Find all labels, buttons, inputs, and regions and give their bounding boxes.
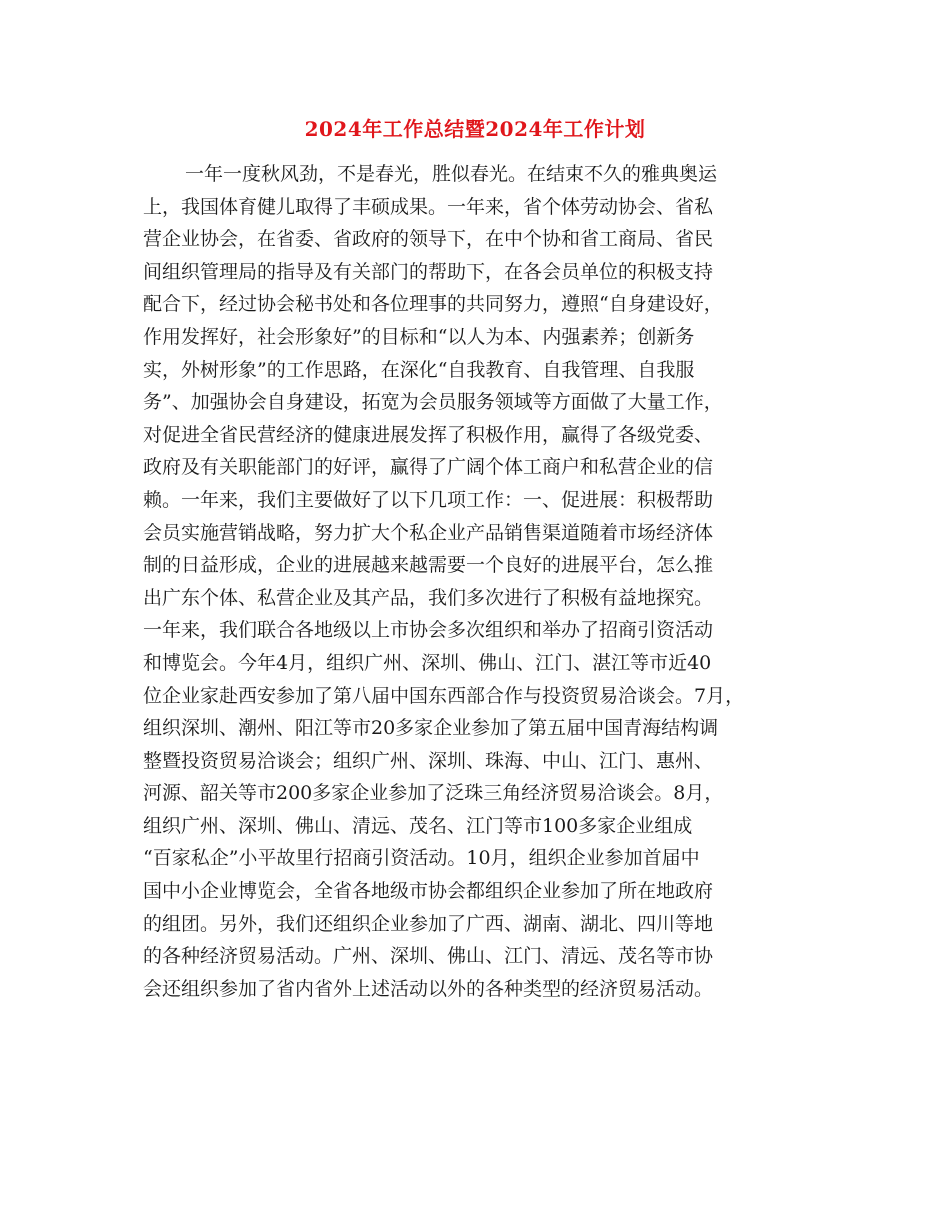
body-line: 国中小企业博览会，全省各地级市协会都组织企业参加了所在地政府 bbox=[143, 880, 714, 903]
body-line: 的各种经济贸易活动。广州、深圳、佛山、江门、清远、茂名等市协 bbox=[143, 945, 714, 968]
body-line: 务”、加强协会自身建设，拓宽为会员服务领域等方面做了大量工作， bbox=[143, 391, 723, 414]
body-line: 制的日益形成，企业的进展越来越需要一个良好的进展平台，怎么推 bbox=[143, 554, 714, 577]
body-line: 河源、韶关等市200多家企业参加了泛珠三角经济贸易洽谈会。8月， bbox=[143, 782, 724, 805]
body-line: 的组团。另外，我们还组织企业参加了广西、湖南、湖北、四川等地 bbox=[143, 912, 714, 935]
body-line: 实，外树形象”的工作思路，在深化“自我教育、自我管理、自我服 bbox=[143, 358, 695, 381]
body-line: 对促进全省民营经济的健康进展发挥了积极作用，赢得了各级党委、 bbox=[143, 423, 714, 446]
body-line: 上，我国体育健儿取得了丰硕成果。一年来，省个体劳动协会、省私 bbox=[143, 195, 714, 218]
body-line: 一年来，我们联合各地级以上市协会多次组织和举办了招商引资活动 bbox=[143, 619, 714, 642]
document-title: 2024年工作总结暨2024年工作计划 bbox=[304, 117, 646, 141]
body-line: 组织深圳、潮州、阳江等市20多家企业参加了第五届中国青海结构调 bbox=[143, 717, 719, 740]
body-line: 营企业协会，在省委、省政府的领导下，在中个协和省工商局、省民 bbox=[143, 228, 714, 251]
body-line: 会还组织参加了省内省外上述活动以外的各种类型的经济贸易活动。 bbox=[143, 977, 714, 1000]
body-line: 配合下，经过协会秘书处和各位理事的共同努力，遵照“自身建设好， bbox=[143, 293, 723, 316]
body-line: 间组织管理局的指导及有关部门的帮助下，在各会员单位的积极支持 bbox=[143, 260, 714, 283]
body-line: 赖。一年来，我们主要做好了以下几项工作：一、促进展：积极帮助 bbox=[143, 488, 714, 511]
body-line: 位企业家赴西安参加了第八届中国东西部合作与投资贸易洽谈会。7月， bbox=[143, 684, 745, 707]
body-line: 政府及有关职能部门的好评，赢得了广阔个体工商户和私营企业的信 bbox=[143, 456, 714, 479]
body-line: 出广东个体、私营企业及其产品，我们多次进行了积极有益地探究。 bbox=[143, 586, 714, 609]
body-line: 会员实施营销战略，努力扩大个私企业产品销售渠道随着市场经济体 bbox=[143, 521, 714, 544]
body-line: “百家私企”小平故里行招商引资活动。10月，组织企业参加首届中 bbox=[143, 847, 700, 870]
body-line: 一年一度秋风劲，不是春光，胜似春光。在结束不久的雅典奥运 bbox=[185, 163, 718, 185]
body-line: 整暨投资贸易洽谈会；组织广州、深圳、珠海、中山、江门、惠州、 bbox=[143, 749, 714, 772]
body-line: 和博览会。今年4月，组织广州、深圳、佛山、江门、湛江等市近40 bbox=[143, 651, 712, 674]
body-line: 作用发挥好，社会形象好”的目标和“以人为本、内强素养；创新务 bbox=[143, 325, 695, 348]
body-line: 组织广州、深圳、佛山、清远、茂名、江门等市100多家企业组成 bbox=[143, 814, 693, 837]
document-body bbox=[143, 158, 803, 1005]
